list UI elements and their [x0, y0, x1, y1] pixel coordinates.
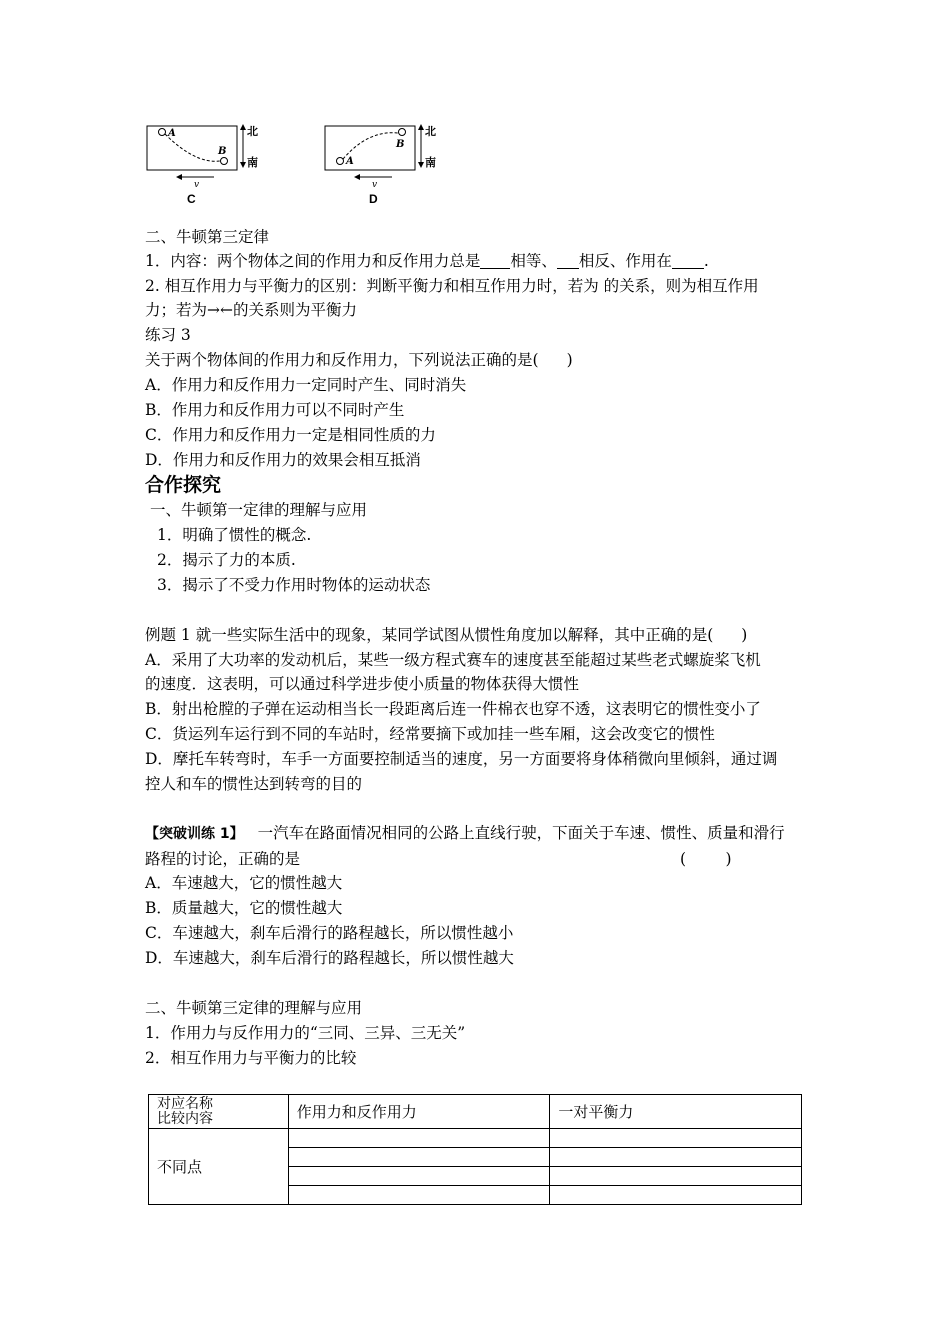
table-cell[interactable] — [550, 1186, 802, 1205]
training-question: 【突破训练 1】 一汽车在路面情况相同的公路上直线行驶，下面关于车速、惯性、质量和滑行 — [145, 824, 785, 842]
option-d: D．作用力和反作用力的效果会相互抵消 — [145, 451, 421, 469]
point-b-label: B — [218, 146, 227, 157]
option-a: A．作用力和反作用力一定同时产生、同时消失 — [145, 376, 467, 394]
example-line: B．射出枪膛的子弹在运动相当长一段距离后连一件棉衣也穿不透，这表明它的惯性变小了 — [145, 700, 761, 718]
example-line: C．货运列车运行到不同的车站时，经常要摘下或加挂一些车厢，这会改变它的惯性 — [145, 725, 715, 743]
velocity-label: v — [194, 180, 200, 190]
row-label: 不同点 — [149, 1129, 289, 1205]
subsection-title: 二、牛顿第三定律的理解与应用 — [145, 999, 363, 1017]
example-line: A．采用了大功率的发动机后，某些一级方程式赛车的速度甚至能超过某些老式螺旋桨飞机 — [145, 651, 761, 669]
section-title: 二、牛顿第三定律 — [145, 228, 270, 246]
point-item: 2．相互作用力与平衡力的比较 — [145, 1049, 357, 1067]
exercise-label: 练习 3 — [145, 326, 191, 344]
section-heading: 合作探究 — [145, 474, 222, 496]
velocity-label: v — [372, 180, 378, 190]
north-label: 北 — [425, 125, 436, 138]
training-question-cont: 路程的讨论，正确的是 ( ) — [145, 850, 732, 868]
example-line: D．摩托车转弯时，车手一方面要控制适当的速度，另一方面要将身体稍微向里倾斜，通过调 — [145, 750, 778, 768]
example-question: 例题 1 就一些实际生活中的现象，某同学试图从惯性角度加以解释，其中正确的是( ) — [145, 626, 748, 644]
corner-top: 对应名称 — [157, 1095, 213, 1112]
table-cell[interactable] — [550, 1148, 802, 1167]
figure-c — [140, 118, 280, 198]
fill-blank[interactable] — [672, 252, 704, 269]
table-cell[interactable] — [288, 1129, 550, 1148]
option-a: A．车速越大，它的惯性越大 — [145, 874, 343, 892]
option-d: D．车速越大，刹车后滑行的路程越长，所以惯性越大 — [145, 949, 514, 967]
table-cell[interactable] — [550, 1129, 802, 1148]
option-b: B．质量越大，它的惯性越大 — [145, 899, 343, 917]
difference-line-1: 2. 相互作用力与平衡力的区别：判断平衡力和相互作用力时，若为 的关系，则为相互作用 — [145, 277, 759, 295]
point-item: 1．作用力与反作用力的“三同、三异、三无关” — [145, 1024, 466, 1042]
column-header: 作用力和反作用力 — [288, 1095, 550, 1129]
training-tag: 【突破训练 1】 — [145, 826, 244, 842]
south-label: 南 — [247, 156, 258, 169]
figure-d-label: D — [369, 192, 378, 206]
corner-bottom: 比较内容 — [157, 1110, 213, 1127]
comparison-table — [148, 1094, 802, 1205]
fill-blank[interactable] — [557, 252, 579, 269]
table-cell[interactable] — [288, 1186, 550, 1205]
content-line: 1．内容：两个物体之间的作用力和反作用力总是 相等、 相反、作用在 . — [145, 252, 709, 270]
figure-c-label: C — [187, 192, 196, 206]
exercise-question: 关于两个物体间的作用力和反作用力，下列说法正确的是( ) — [145, 351, 573, 369]
option-c: C．车速越大，刹车后滑行的路程越长，所以惯性越小 — [145, 924, 514, 942]
south-label: 南 — [425, 156, 436, 169]
figure-d — [318, 118, 458, 198]
point-a-label: A — [168, 128, 176, 139]
example-line: 控人和车的惯性达到转弯的目的 — [145, 775, 363, 793]
point-item: 1．明确了惯性的概念. — [157, 526, 312, 544]
table-corner-cell — [149, 1095, 289, 1129]
point-item: 2．揭示了力的本质. — [157, 551, 296, 569]
point-item: 3．揭示了不受力作用时物体的运动状态 — [157, 576, 431, 594]
motion-figures — [140, 118, 460, 213]
subsection-title: 一、牛顿第一定律的理解与应用 — [150, 501, 368, 519]
column-header: 一对平衡力 — [550, 1095, 802, 1129]
point-b-label: B — [396, 139, 405, 150]
difference-line-2: 力；若为→←的关系则为平衡力 — [145, 301, 357, 319]
north-label: 北 — [247, 125, 258, 138]
option-b: B．作用力和反作用力可以不同时产生 — [145, 401, 405, 419]
table-cell[interactable] — [550, 1167, 802, 1186]
example-line: 的速度．这表明，可以通过科学进步使小质量的物体获得大惯性 — [145, 675, 580, 693]
table-cell[interactable] — [288, 1167, 550, 1186]
table-cell[interactable] — [288, 1148, 550, 1167]
option-c: C．作用力和反作用力一定是相同性质的力 — [145, 426, 436, 444]
fill-blank[interactable] — [480, 252, 510, 269]
point-a-label: A — [346, 156, 354, 167]
